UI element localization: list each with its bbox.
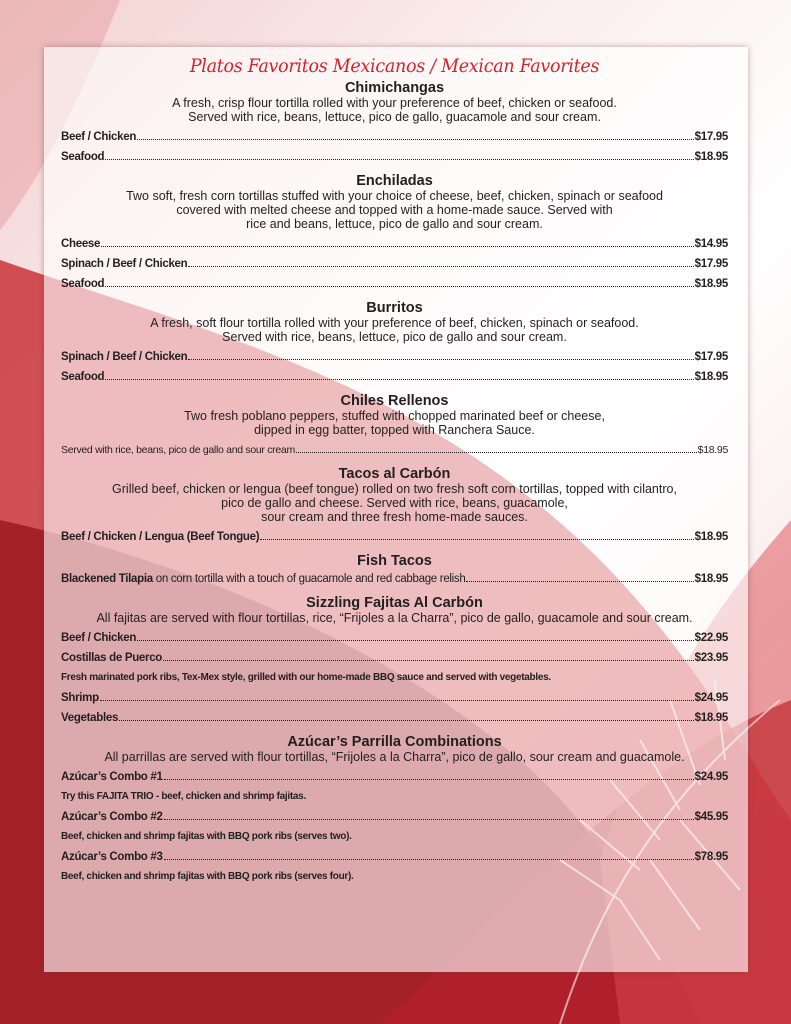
menu-item — [61, 767, 728, 787]
section-title: Burritos — [366, 300, 423, 316]
section-description — [61, 750, 728, 764]
item-label — [61, 367, 104, 387]
description-line: Served with rice, beans, lettuce, pico de gallo, guacamole and sour cream. — [188, 110, 601, 124]
page-title: Platos Favoritos Mexicanos / Mexican Favorites — [189, 55, 600, 77]
item-note: Try this FAJITA TRIO - beef, chicken and shrimp fajitas. — [61, 791, 306, 802]
menu-section — [61, 173, 728, 294]
menu-sections — [61, 80, 728, 887]
dot-leader — [164, 819, 694, 820]
item-price: $17.95 — [694, 258, 728, 270]
item-price: $18.95 — [694, 531, 728, 543]
section-title: Chimichangas — [344, 80, 445, 96]
item-price: $78.95 — [694, 851, 728, 863]
item-price: $24.95 — [694, 771, 728, 783]
menu-item — [61, 648, 728, 668]
item-note: Fresh marinated pork ribs, Tex-Mex style, grilled with our home-made BBQ sauce and served with vegetables. — [61, 672, 551, 683]
description-line: pico de gallo and cheese. Served with rice, beans, guacamole, — [221, 496, 568, 510]
item-label — [61, 347, 187, 367]
menu-item — [61, 367, 728, 387]
menu-item — [61, 440, 728, 460]
menu-item — [61, 628, 728, 648]
description-line: All fajitas are served with flour tortillas, rice, “Frijoles a la Charra”, pico de gallo, guacamole and sour cream. — [96, 611, 693, 625]
menu-panel — [44, 47, 748, 972]
section-title: Chiles Rellenos — [340, 393, 449, 409]
section-description — [61, 96, 728, 124]
description-line: Two fresh poblano peppers, stuffed with chopped marinated beef or cheese, — [184, 409, 605, 423]
dot-leader — [164, 859, 694, 860]
item-label — [61, 648, 162, 668]
menu-item — [61, 527, 728, 547]
item-label — [61, 688, 99, 708]
item-name: Beef / Chicken — [61, 632, 137, 644]
menu-item — [61, 688, 728, 708]
section-title: Sizzling Fajitas Al Carbón — [306, 595, 483, 611]
menu-item — [61, 807, 728, 827]
section-title: Azúcar’s Parrilla Combinations — [287, 734, 502, 750]
description-line: Grilled beef, chicken or lengua (beef tongue) rolled on two fresh soft corn tortillas, topped with cilantro, — [112, 482, 677, 496]
item-label — [61, 569, 465, 589]
item-name: Served with rice, beans, pico de gallo and sour cream — [61, 444, 295, 456]
item-name: Blackened Tilapia — [61, 573, 153, 585]
item-label — [61, 847, 163, 867]
menu-section — [61, 393, 728, 460]
item-label — [61, 147, 104, 167]
section-description — [61, 189, 728, 231]
item-label — [61, 274, 104, 294]
item-name: Cheese — [61, 238, 101, 250]
item-detail: on corn tortilla with a touch of guacamole and red cabbage relish — [152, 573, 466, 585]
dot-leader — [100, 700, 694, 701]
item-price: $18.95 — [694, 151, 728, 163]
section-description — [61, 409, 728, 437]
item-name: Vegetables — [61, 712, 119, 724]
item-label — [61, 234, 100, 254]
item-note: Beef, chicken and shrimp fajitas with BBQ pork ribs (serves four). — [61, 871, 354, 882]
item-price: $17.95 — [694, 351, 728, 363]
description-line: A fresh, soft flour tortilla rolled with your preference of beef, chicken, spinach or seafood. — [150, 316, 639, 330]
dot-leader — [466, 581, 693, 582]
dot-leader — [260, 539, 693, 540]
dot-leader — [105, 159, 693, 160]
menu-item — [61, 254, 728, 274]
section-title: Enchiladas — [356, 173, 433, 189]
item-price: $18.95 — [694, 573, 728, 585]
description-line: Two soft, fresh corn tortillas stuffed with your choice of cheese, beef, chicken, spinach or seafood — [126, 189, 663, 203]
item-name: Spinach / Beef / Chicken — [61, 258, 188, 270]
description-line: Served with rice, beans, lettuce, pico de gallo and sour cream. — [222, 330, 567, 344]
dot-leader — [164, 779, 694, 780]
dot-leader — [296, 452, 697, 453]
item-name: Spinach / Beef / Chicken — [61, 351, 188, 363]
menu-section — [61, 553, 728, 589]
item-price: $24.95 — [694, 692, 728, 704]
item-name: Seafood — [61, 371, 105, 383]
description-line: A fresh, crisp flour tortilla rolled with your preference of beef, chicken or seafood. — [172, 96, 617, 110]
menu-item — [61, 274, 728, 294]
item-name: Azúcar’s Combo #3 — [61, 851, 163, 863]
dot-leader — [105, 379, 693, 380]
item-price: $45.95 — [694, 811, 728, 823]
item-price: $17.95 — [694, 131, 728, 143]
dot-leader — [105, 286, 693, 287]
item-label — [61, 440, 295, 460]
section-description — [61, 316, 728, 344]
item-price: $23.95 — [694, 652, 728, 664]
menu-item — [61, 127, 728, 147]
item-label — [61, 527, 259, 547]
item-name: Beef / Chicken / Lengua (Beef Tongue) — [61, 531, 260, 543]
menu-section — [61, 466, 728, 547]
menu-item — [61, 147, 728, 167]
item-label — [61, 254, 187, 274]
item-price: $18.95 — [694, 278, 728, 290]
menu-item — [61, 234, 728, 254]
dot-leader — [188, 266, 693, 267]
description-line: covered with melted cheese and topped with a home-made sauce. Served with — [176, 203, 613, 217]
item-name: Shrimp — [61, 692, 99, 704]
menu-section — [61, 80, 728, 167]
menu-section — [61, 734, 728, 887]
item-name: Azúcar’s Combo #1 — [61, 771, 163, 783]
dot-leader — [137, 640, 694, 641]
item-label — [61, 628, 136, 648]
description-line: sour cream and three fresh home-made sauces. — [261, 510, 528, 524]
menu-section — [61, 595, 728, 728]
item-name: Beef / Chicken — [61, 131, 137, 143]
menu-item — [61, 347, 728, 367]
item-name: Costillas de Puerco — [61, 652, 163, 664]
menu-item — [61, 708, 728, 728]
item-label — [61, 127, 136, 147]
item-price: $22.95 — [694, 632, 728, 644]
description-line: All parrillas are served with flour tortillas, “Frijoles a la Charra”, pico de gallo, sour cream and guacamole. — [104, 750, 685, 764]
dot-leader — [101, 246, 694, 247]
menu-section — [61, 300, 728, 387]
item-name: Seafood — [61, 151, 105, 163]
section-title: Fish Tacos — [357, 553, 432, 569]
item-label — [61, 807, 163, 827]
item-price: $18.95 — [697, 444, 728, 456]
item-price: $18.95 — [694, 712, 728, 724]
section-description — [61, 611, 728, 625]
description-line: rice and beans, lettuce, pico de gallo and sour cream. — [246, 217, 543, 231]
item-note: Beef, chicken and shrimp fajitas with BBQ pork ribs (serves two). — [61, 831, 352, 842]
section-title: Tacos al Carbón — [338, 466, 451, 482]
dot-leader — [137, 139, 694, 140]
item-label — [61, 767, 163, 787]
dot-leader — [163, 660, 694, 661]
item-price: $14.95 — [694, 238, 728, 250]
dot-leader — [119, 720, 694, 721]
section-description — [61, 482, 728, 524]
item-name: Seafood — [61, 278, 105, 290]
description-line: dipped in egg batter, topped with Ranchera Sauce. — [254, 423, 535, 437]
item-label — [61, 708, 118, 728]
item-price: $18.95 — [694, 371, 728, 383]
dot-leader — [188, 359, 693, 360]
item-name: Azúcar’s Combo #2 — [61, 811, 163, 823]
menu-item — [61, 847, 728, 867]
menu-item — [61, 569, 728, 589]
